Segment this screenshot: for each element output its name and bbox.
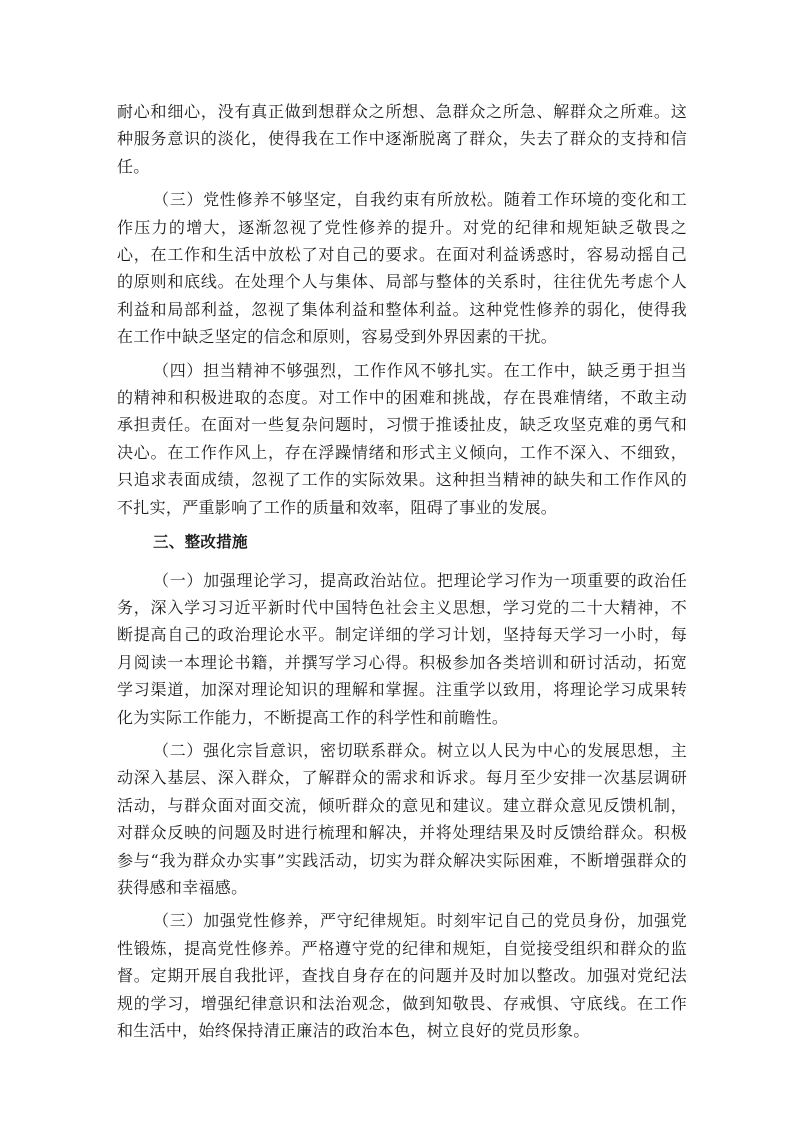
paragraph-party-cultivation: （三）党性修养不够坚定，自我约束有所放松。随着工作环境的变化和工作压力的增大，逐渐忽视了党性修养的提升。对党的纪律和规矩缺乏敬畏之心，在工作和生活中放松了对自己的要求。在面对利益诱惑时，容易动摇自己的原则和底线。在处理个人与集体、局部与整体的关系时，往往优先考虑个人利益和局部利益，忽视了集体利益和整体利益。这种党性修养的弱化，使得我在工作中缺乏坚定的信念和原则，容易受到外界因素的干扰。	[117, 190, 687, 347]
paragraph-discipline: （三）加强党性修养，严守纪律规矩。时刻牢记自己的党员身份，加强党性锻炼，提高党性修养。严格遵守党的纪律和规矩，自觉接受组织和群众的监督。定期开展自我批评，查找自身存在的问题并及时加以整改。加强对党纪法规的学习，增强纪律意识和法治观念，做到知敬畏、存戒惧、守底线。在工作和生活中，始终保持清正廉洁的政治本色，树立良好的党员形象。	[117, 911, 687, 1040]
paragraph-continued: 耐心和细心，没有真正做到想群众之所想、急群众之所急、解群众之所难。这种服务意识的淡化，使得我在工作中逐渐脱离了群众，失去了群众的支持和信任。	[117, 102, 687, 176]
section-heading: 三、整改措施	[153, 533, 248, 552]
document-page	[117, 98, 687, 1050]
paragraph-theory-study: （一）加强理论学习，提高政治站位。把理论学习作为一项重要的政治任务，深入学习习近平新时代中国特色社会主义思想，学习党的二十大精神，不断提高自己的政治理论水平。制定详细的学习计划，坚持每天学习一小时，每月阅读一本理论书籍，并撰写学习心得。积极参加各类培训和研讨活动，拓宽学习渠道，加深对理论知识的理解和掌握。注重学以致用，将理论学习成果转化为实际工作能力，不断提高工作的科学性和前瞻性。	[117, 570, 687, 727]
paragraph-responsibility: （四）担当精神不够强烈，工作作风不够扎实。在工作中，缺乏勇于担当的精神和积极进取的态度。对工作中的困难和挑战，存在畏难情绪，不敢主动承担责任。在面对一些复杂问题时，习惯于推诿扯皮，缺乏攻坚克难的勇气和决心。在工作作风上，存在浮躁情绪和形式主义倾向，工作不深入、不细致，只追求表面成绩，忽视了工作的实际效果。这种担当精神的缺失和工作作风的不扎实，严重影响了工作的质量和效率，阻碍了事业的发展。	[117, 360, 687, 517]
paragraph-mass-connection: （二）强化宗旨意识，密切联系群众。树立以人民为中心的发展思想，主动深入基层、深入群众，了解群众的需求和诉求。每月至少安排一次基层调研活动，与群众面对面交流，倾听群众的意见和建议。建立群众意见反馈机制，对群众反映的问题及时进行梳理和解决，并将处理结果及时反馈给群众。积极参与“我为群众办实事”实践活动，切实为群众解决实际困难，不断增强群众的获得感和幸福感。	[117, 740, 687, 897]
